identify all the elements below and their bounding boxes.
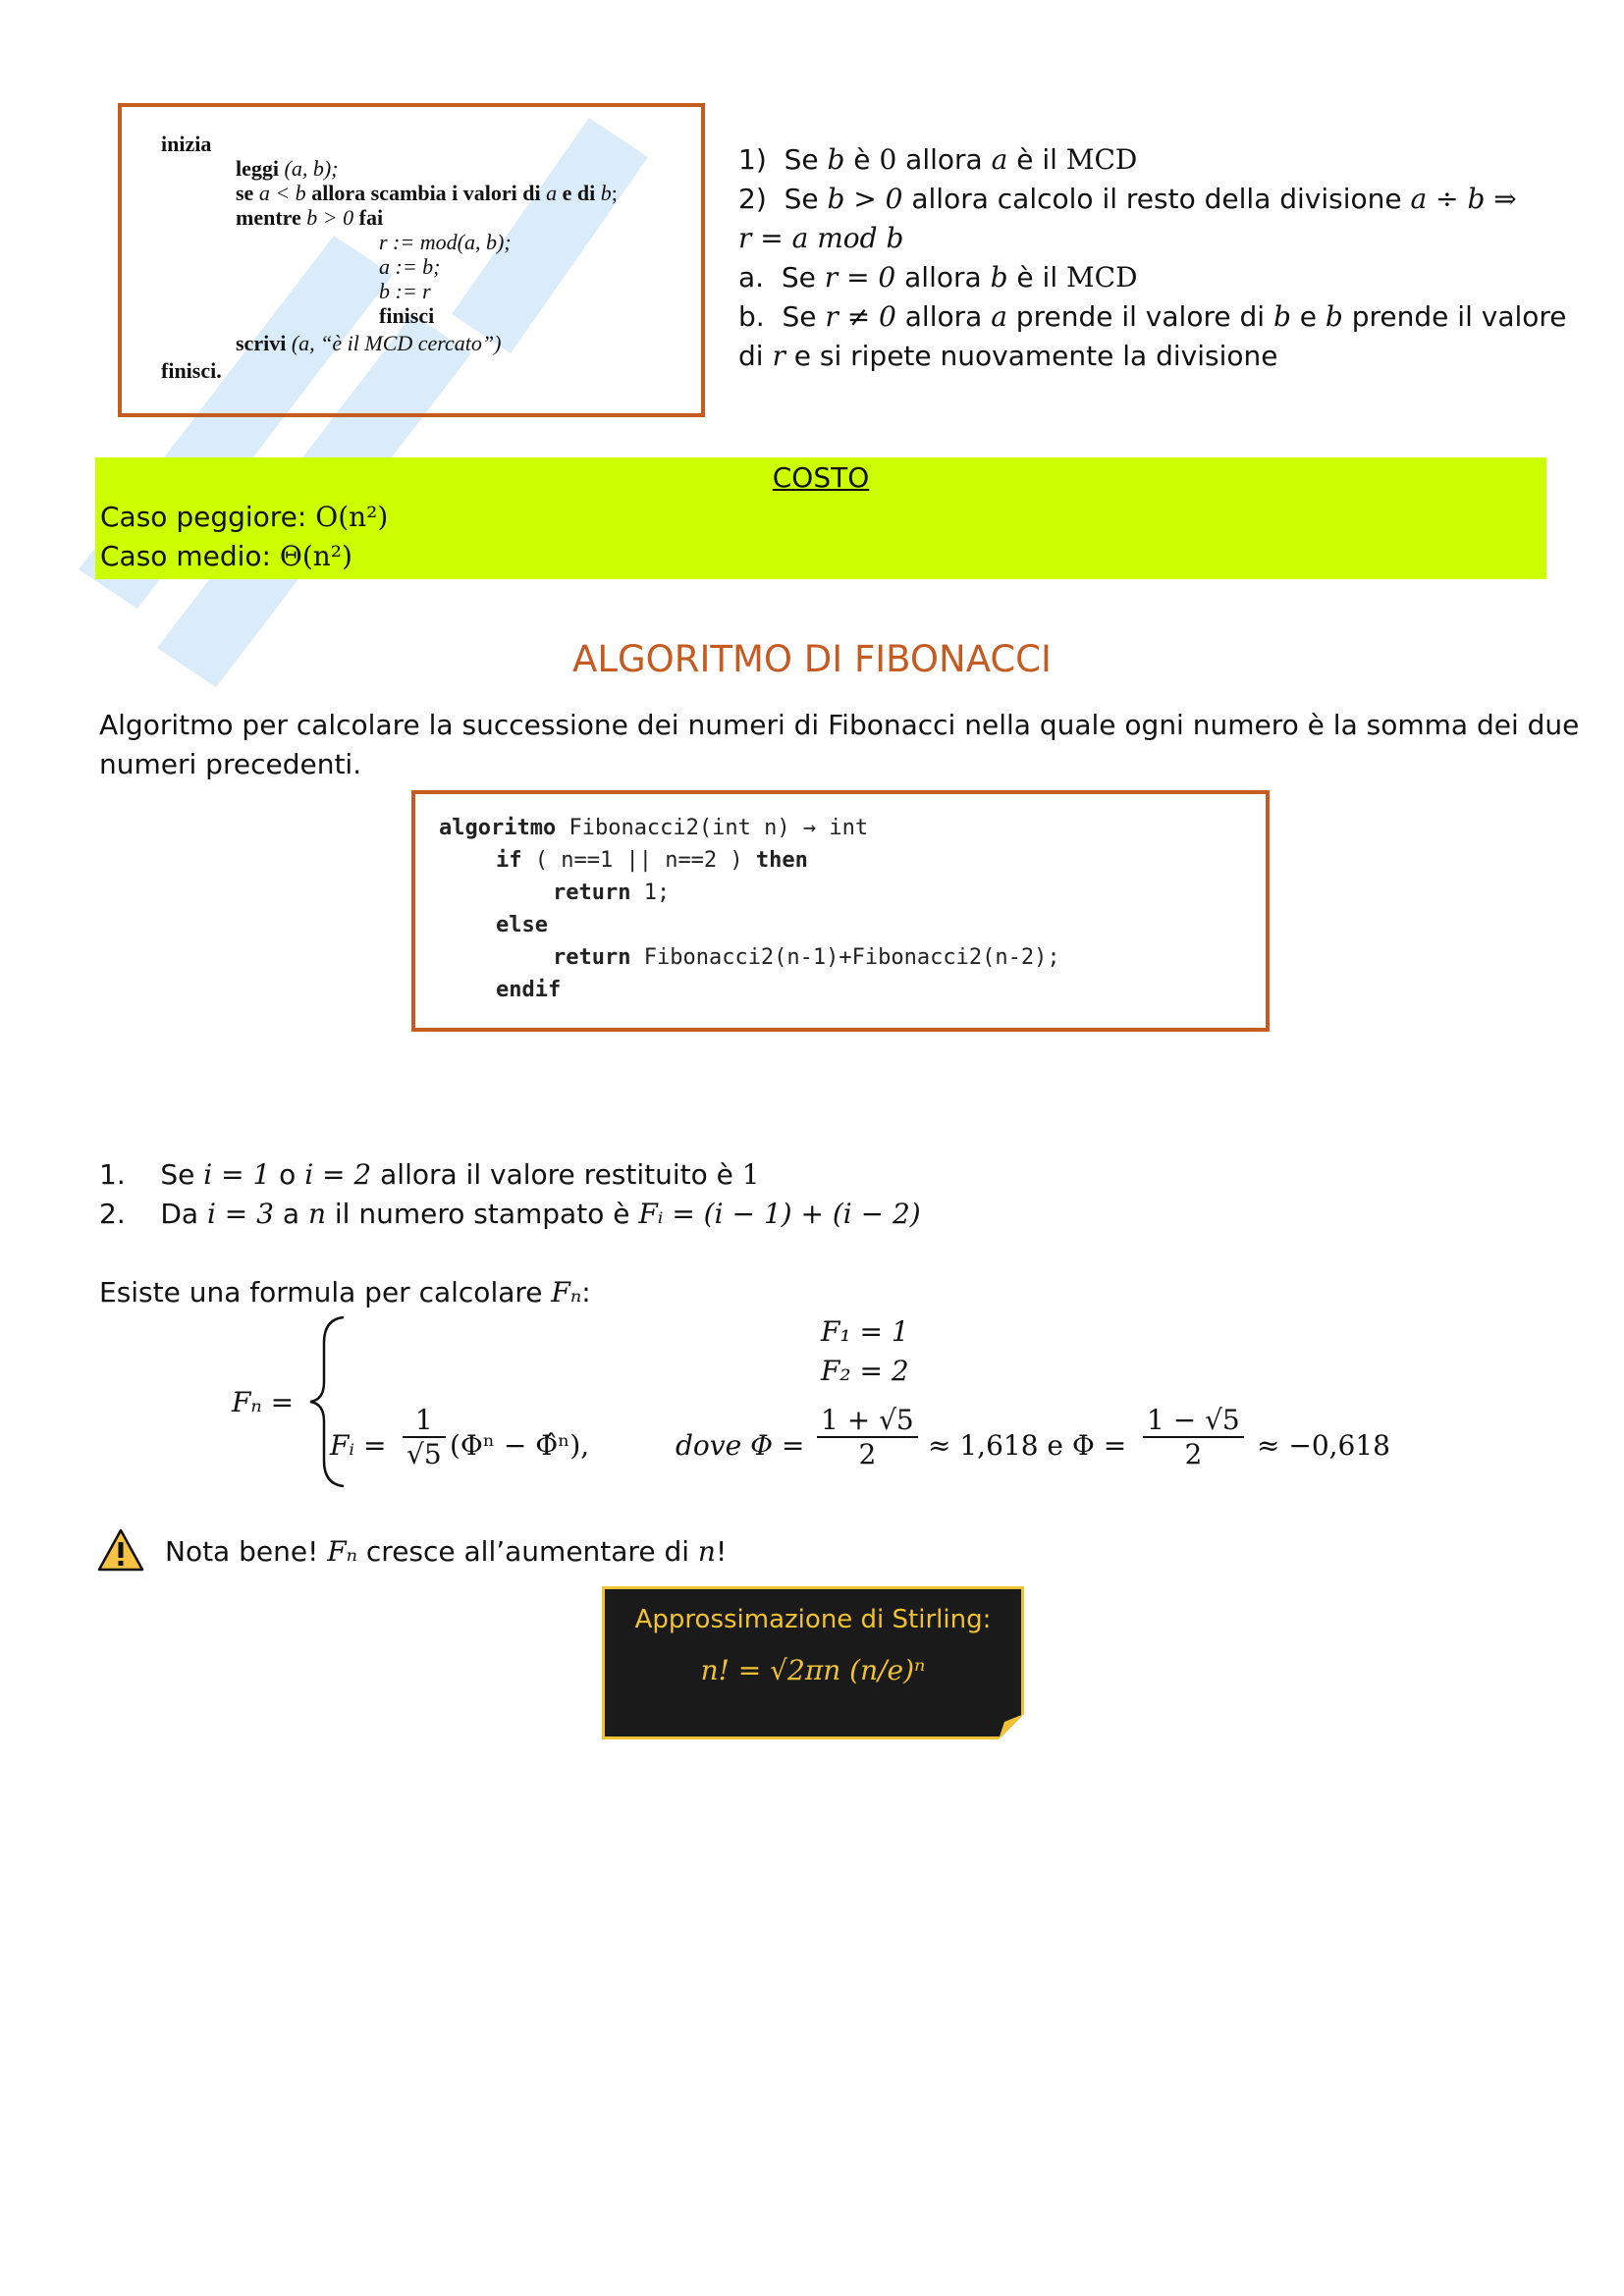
costo-medio xyxy=(100,540,352,572)
pseudo-se: se xyxy=(236,181,259,205)
pseudocode-box xyxy=(118,103,705,417)
warning-icon xyxy=(96,1527,145,1573)
pseudo-line-assign-a: a := b; xyxy=(379,254,441,279)
formula-fi-rest: (Φⁿ − Φ̂ⁿ), xyxy=(450,1429,590,1462)
list-item-2-f: Fᵢ = (i − 1) + (i − 2) xyxy=(638,1198,921,1230)
step-b-var-b2: b xyxy=(1325,300,1343,333)
formula-intro-text: Esiste una formula per calcolare xyxy=(99,1276,552,1308)
stirling-title: Approssimazione di Stirling: xyxy=(634,1605,992,1634)
list-item-1-d: i = 2 xyxy=(304,1158,372,1191)
list-item-2 xyxy=(99,1198,921,1230)
pseudo-line-inizia: inizia xyxy=(161,132,212,156)
step-2-text-c: allora calcolo il resto della divisione xyxy=(902,183,1411,215)
list-item-1-e: allora il valore restituito è xyxy=(371,1158,742,1191)
page-curl-icon xyxy=(999,1714,1024,1739)
formula-fi-num: 1 xyxy=(403,1404,446,1438)
costo-peggiore-value: O(n²) xyxy=(315,501,389,533)
formula-approx-1: ≈ 1,618 e Φ = xyxy=(928,1429,1127,1462)
formula-phihat-frac xyxy=(1143,1404,1244,1470)
step-b-cont-var-r: r xyxy=(772,340,785,372)
pseudo-kw-leggi: leggi xyxy=(236,156,279,181)
pseudo-while-cond: b > 0 xyxy=(300,205,359,230)
stirling-formula: n! = √2πn (n/e)ⁿ xyxy=(700,1654,926,1686)
list-item-1-c: o xyxy=(270,1158,305,1191)
step-1-text-e: allora xyxy=(896,143,992,176)
code-if-cond: ( n==1 || n==2 ) xyxy=(521,848,756,873)
list-item-2-b: i = 3 xyxy=(206,1198,274,1230)
costo-medio-label: Caso medio: xyxy=(100,540,280,572)
step-a xyxy=(738,261,1138,294)
code-kw-if: if xyxy=(496,848,522,873)
formula-fi-den: √5 xyxy=(406,1438,442,1470)
step-b-var-a: a xyxy=(991,300,1007,333)
pseudo-semicolon: ; xyxy=(611,181,618,205)
list-item-2-a: Da xyxy=(160,1198,207,1230)
list-item-2-d: n xyxy=(307,1198,326,1230)
step-a-text-a: Se xyxy=(781,261,825,294)
step-2-division: a ÷ b ⇒ xyxy=(1410,183,1517,215)
formula-phihat-num: 1 − √5 xyxy=(1143,1404,1244,1438)
step-1-text-g: è il xyxy=(1007,143,1066,176)
nota-var-fn: Fₙ xyxy=(327,1535,357,1568)
step-b-text-a: Se xyxy=(782,300,826,333)
costo-peggiore-label: Caso peggiore: xyxy=(100,501,316,533)
pseudo-line-mod: r := mod(a, b); xyxy=(379,230,512,254)
left-brace-icon xyxy=(304,1313,353,1490)
formula-fi-frac xyxy=(403,1404,446,1470)
step-1-text-c: è xyxy=(844,143,880,176)
list-item-1-num: 1. xyxy=(99,1158,126,1191)
step-b-var-b1: b xyxy=(1272,300,1291,333)
step-a-mcd: MCD xyxy=(1066,261,1138,294)
pseudo-kw-fai: fai xyxy=(358,205,384,230)
pseudo-leggi-args: (a, b); xyxy=(279,156,339,181)
step-b-text-i: prende il valore xyxy=(1342,300,1567,333)
step-a-cond: r = 0 xyxy=(824,261,896,294)
code-kw-return-1: return xyxy=(553,881,631,905)
list-item-2-c: a xyxy=(273,1198,308,1230)
pseudo-line-finisci-inner: finisci xyxy=(379,303,435,328)
step-2-cond: b > 0 xyxy=(827,183,903,215)
code-kw-return-2: return xyxy=(553,945,631,970)
pseudo-line-assign-b: b := r xyxy=(379,279,431,303)
formula-phihat-den: 2 xyxy=(1184,1438,1203,1470)
step-a-text-c: allora xyxy=(895,261,991,294)
step-b-cont xyxy=(738,340,1277,372)
step-1-zero: 0 xyxy=(879,143,897,176)
step-1-mcd: MCD xyxy=(1065,143,1138,176)
list-item-1 xyxy=(99,1158,760,1191)
formula-intro-colon: : xyxy=(581,1276,591,1308)
formula-phi-den: 2 xyxy=(858,1438,877,1470)
pseudo-var-b: b xyxy=(600,181,612,205)
step-1-num: 1) xyxy=(738,143,767,176)
formula-intro xyxy=(99,1276,591,1308)
pseudo-cond: a < b xyxy=(258,181,306,205)
formula-lhs: Fₙ = xyxy=(232,1386,295,1418)
formula-f1: F₁ = 1 xyxy=(821,1315,909,1348)
formula-intro-var: Fₙ xyxy=(551,1276,582,1308)
step-a-var-b: b xyxy=(990,261,1008,294)
pseudo-kw-scrivi: scrivi xyxy=(236,331,287,355)
pseudo-edi: e di xyxy=(557,181,601,205)
step-1-var-a: a xyxy=(991,143,1008,176)
formula-phi-frac xyxy=(817,1404,918,1470)
stirling-box xyxy=(602,1586,1024,1739)
list-item-1-b: i = 1 xyxy=(203,1158,271,1191)
formula-f2: F₂ = 2 xyxy=(821,1355,909,1387)
code-signature: Fibonacci2(int n) → int xyxy=(556,816,869,840)
formula-fi-lhs: Fᵢ = xyxy=(330,1429,387,1462)
pseudo-scrivi-args: (a, “è il MCD cercato”) xyxy=(286,331,502,355)
code-kw-endif: endif xyxy=(496,978,562,1002)
step-2-mod: r = a mod b xyxy=(738,222,904,254)
step-1-var-b: b xyxy=(827,143,845,176)
costo-peggiore xyxy=(100,501,388,533)
list-item-2-e: il numero stampato è xyxy=(326,1198,639,1230)
intro-line-1: Algoritmo per calcolare la successione dei numeri di Fibonacci nella quale ogni numero è la somma dei due xyxy=(99,709,1580,741)
pseudo-scambia: allora scambia i valori di xyxy=(305,181,547,205)
code-box xyxy=(411,790,1270,1032)
step-b-text-c: allora xyxy=(895,300,992,333)
step-b-text-g: e xyxy=(1290,300,1326,333)
pseudo-var-a: a xyxy=(546,181,558,205)
code-return-2-expr: Fibonacci2(n-1)+Fibonacci2(n-2); xyxy=(630,945,1060,970)
pseudo-line-finisci: finisci. xyxy=(161,358,222,383)
step-1 xyxy=(738,143,1137,176)
list-item-1-a: Se xyxy=(160,1158,204,1191)
nota-text-e: ! xyxy=(715,1535,728,1568)
code-kw-else: else xyxy=(496,913,548,937)
step-2-num: 2) xyxy=(738,183,767,215)
formula-approx-2: ≈ −0,618 xyxy=(1257,1429,1390,1462)
step-2 xyxy=(738,183,1517,215)
nota-bene xyxy=(165,1535,727,1568)
formula-dove: dove Φ = xyxy=(676,1429,805,1462)
costo-title: COSTO xyxy=(772,461,870,494)
pseudo-kw-mentre: mentre xyxy=(236,205,301,230)
nota-text-c: cresce all’aumentare di xyxy=(357,1535,698,1568)
code-return-1-value: 1; xyxy=(630,881,671,905)
code-kw-algoritmo: algoritmo xyxy=(439,816,557,840)
step-1-text-a: Se xyxy=(784,143,828,176)
step-b-cont-c: e si ripete nuovamente la divisione xyxy=(785,340,1278,372)
nota-text-a: Nota bene! xyxy=(165,1535,328,1568)
step-b-text-e: prende il valore di xyxy=(1006,300,1273,333)
step-2-text-a: Se xyxy=(784,183,828,215)
step-b xyxy=(738,300,1567,333)
section-title: ALGORITMO DI FIBONACCI xyxy=(572,638,1052,680)
step-a-text-e: è il xyxy=(1007,261,1067,294)
step-b-num: b. xyxy=(738,300,765,333)
costo-band xyxy=(95,457,1546,579)
step-b-cond: r ≠ 0 xyxy=(825,300,896,333)
code-kw-then: then xyxy=(755,848,808,873)
formula-phi-num: 1 + √5 xyxy=(817,1404,918,1438)
intro-line-2: numeri precedenti. xyxy=(99,748,362,780)
list-item-2-num: 2. xyxy=(99,1198,126,1230)
nota-var-n: n xyxy=(697,1535,716,1568)
step-a-num: a. xyxy=(738,261,765,294)
step-b-cont-a: di xyxy=(738,340,773,372)
costo-medio-value: Θ(n²) xyxy=(279,540,352,572)
list-item-1-f: 1 xyxy=(741,1158,760,1191)
